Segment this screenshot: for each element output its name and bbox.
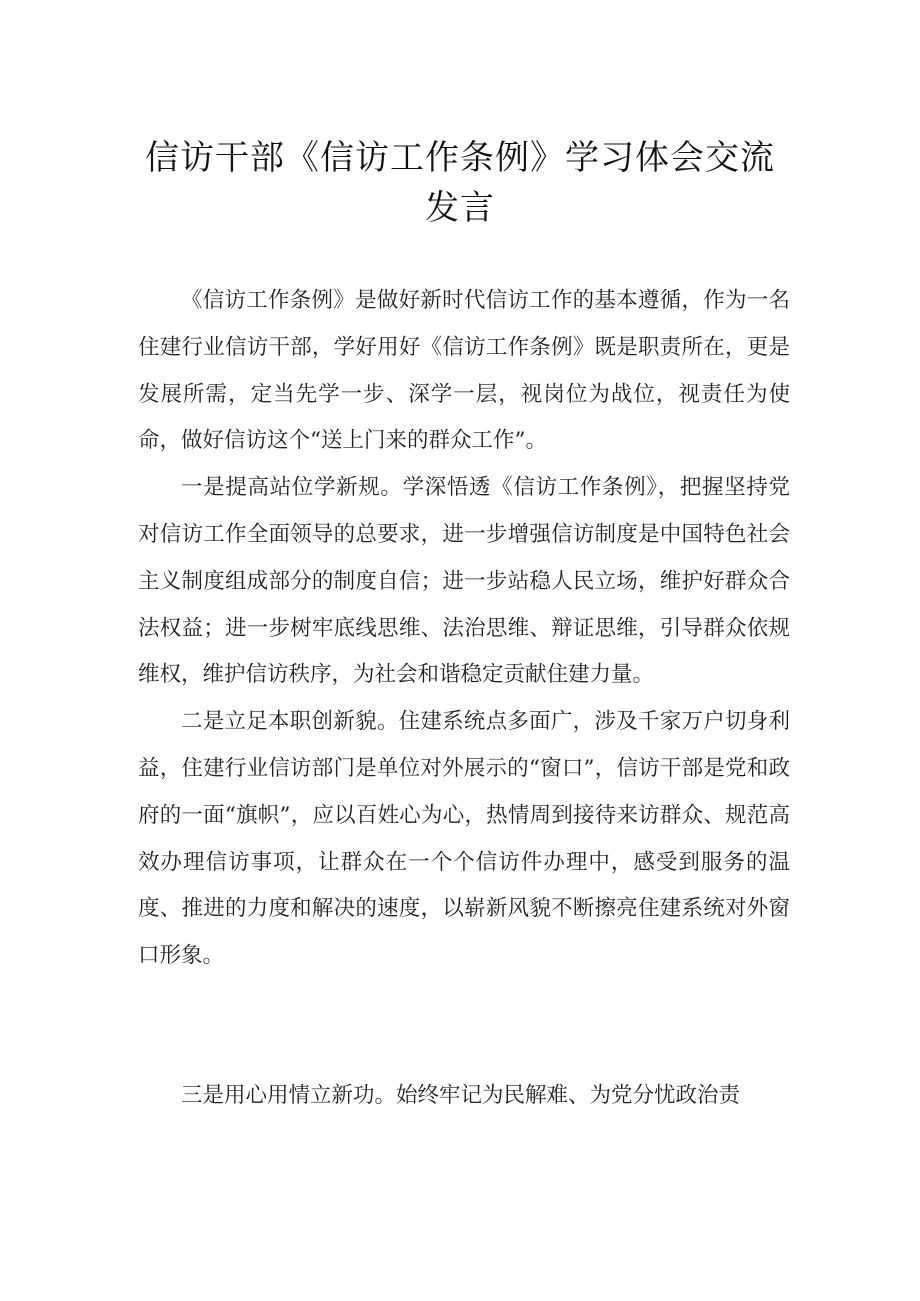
paragraph-point-1: 一是提高站位学新规。学深悟透《信访工作条例》，把握坚持党对信访工作全面领导的总要求，进一步增强信访制度是中国特色社会主义制度组成部分的制度自信；进一步站稳人民立场，维护好群众合法权益；进一步树牢底线思维、法治思维、辩证思维，引导群众依规维权，维护信访秩序，为社会和谐稳定贡献住建力量。 — [138, 475, 790, 688]
document-body — [138, 278, 790, 980]
paragraph-point-3: 三是用心用情立新功。始终牢记为民解难、为党分忧政治责 — [181, 1083, 741, 1108]
paragraph-intro: 《信访工作条例》是做好新时代信访工作的基本遵循，作为一名住建行业信访干部，学好用好《信访工作条例》既是职责所在，更是发展所需，定当先学一步、深学一层，视岗位为战位，视责任为使命，做好信访这个“送上门来的群众工作”。 — [138, 288, 790, 454]
paragraph-point-2: 二是立足本职创新貌。住建系统点多面广，涉及千家万户切身利益，住建行业信访部门是单位对外展示的“窗口”，信访干部是党和政府的一面“旗帜”，应以百姓心为心，热情周到接待来访群众、规范高效办理信访事项，让群众在一个个信访件办理中，感受到服务的温度、推进的力度和解决的速度，以崭新风貌不断擦亮住建系统对外窗口形象。 — [138, 709, 790, 969]
document-body-continued — [138, 1073, 790, 1120]
document-title-line-1: 信访干部《信访工作条例》学习体会交流 — [145, 138, 775, 178]
document-title-line-2: 发言 — [425, 188, 495, 228]
